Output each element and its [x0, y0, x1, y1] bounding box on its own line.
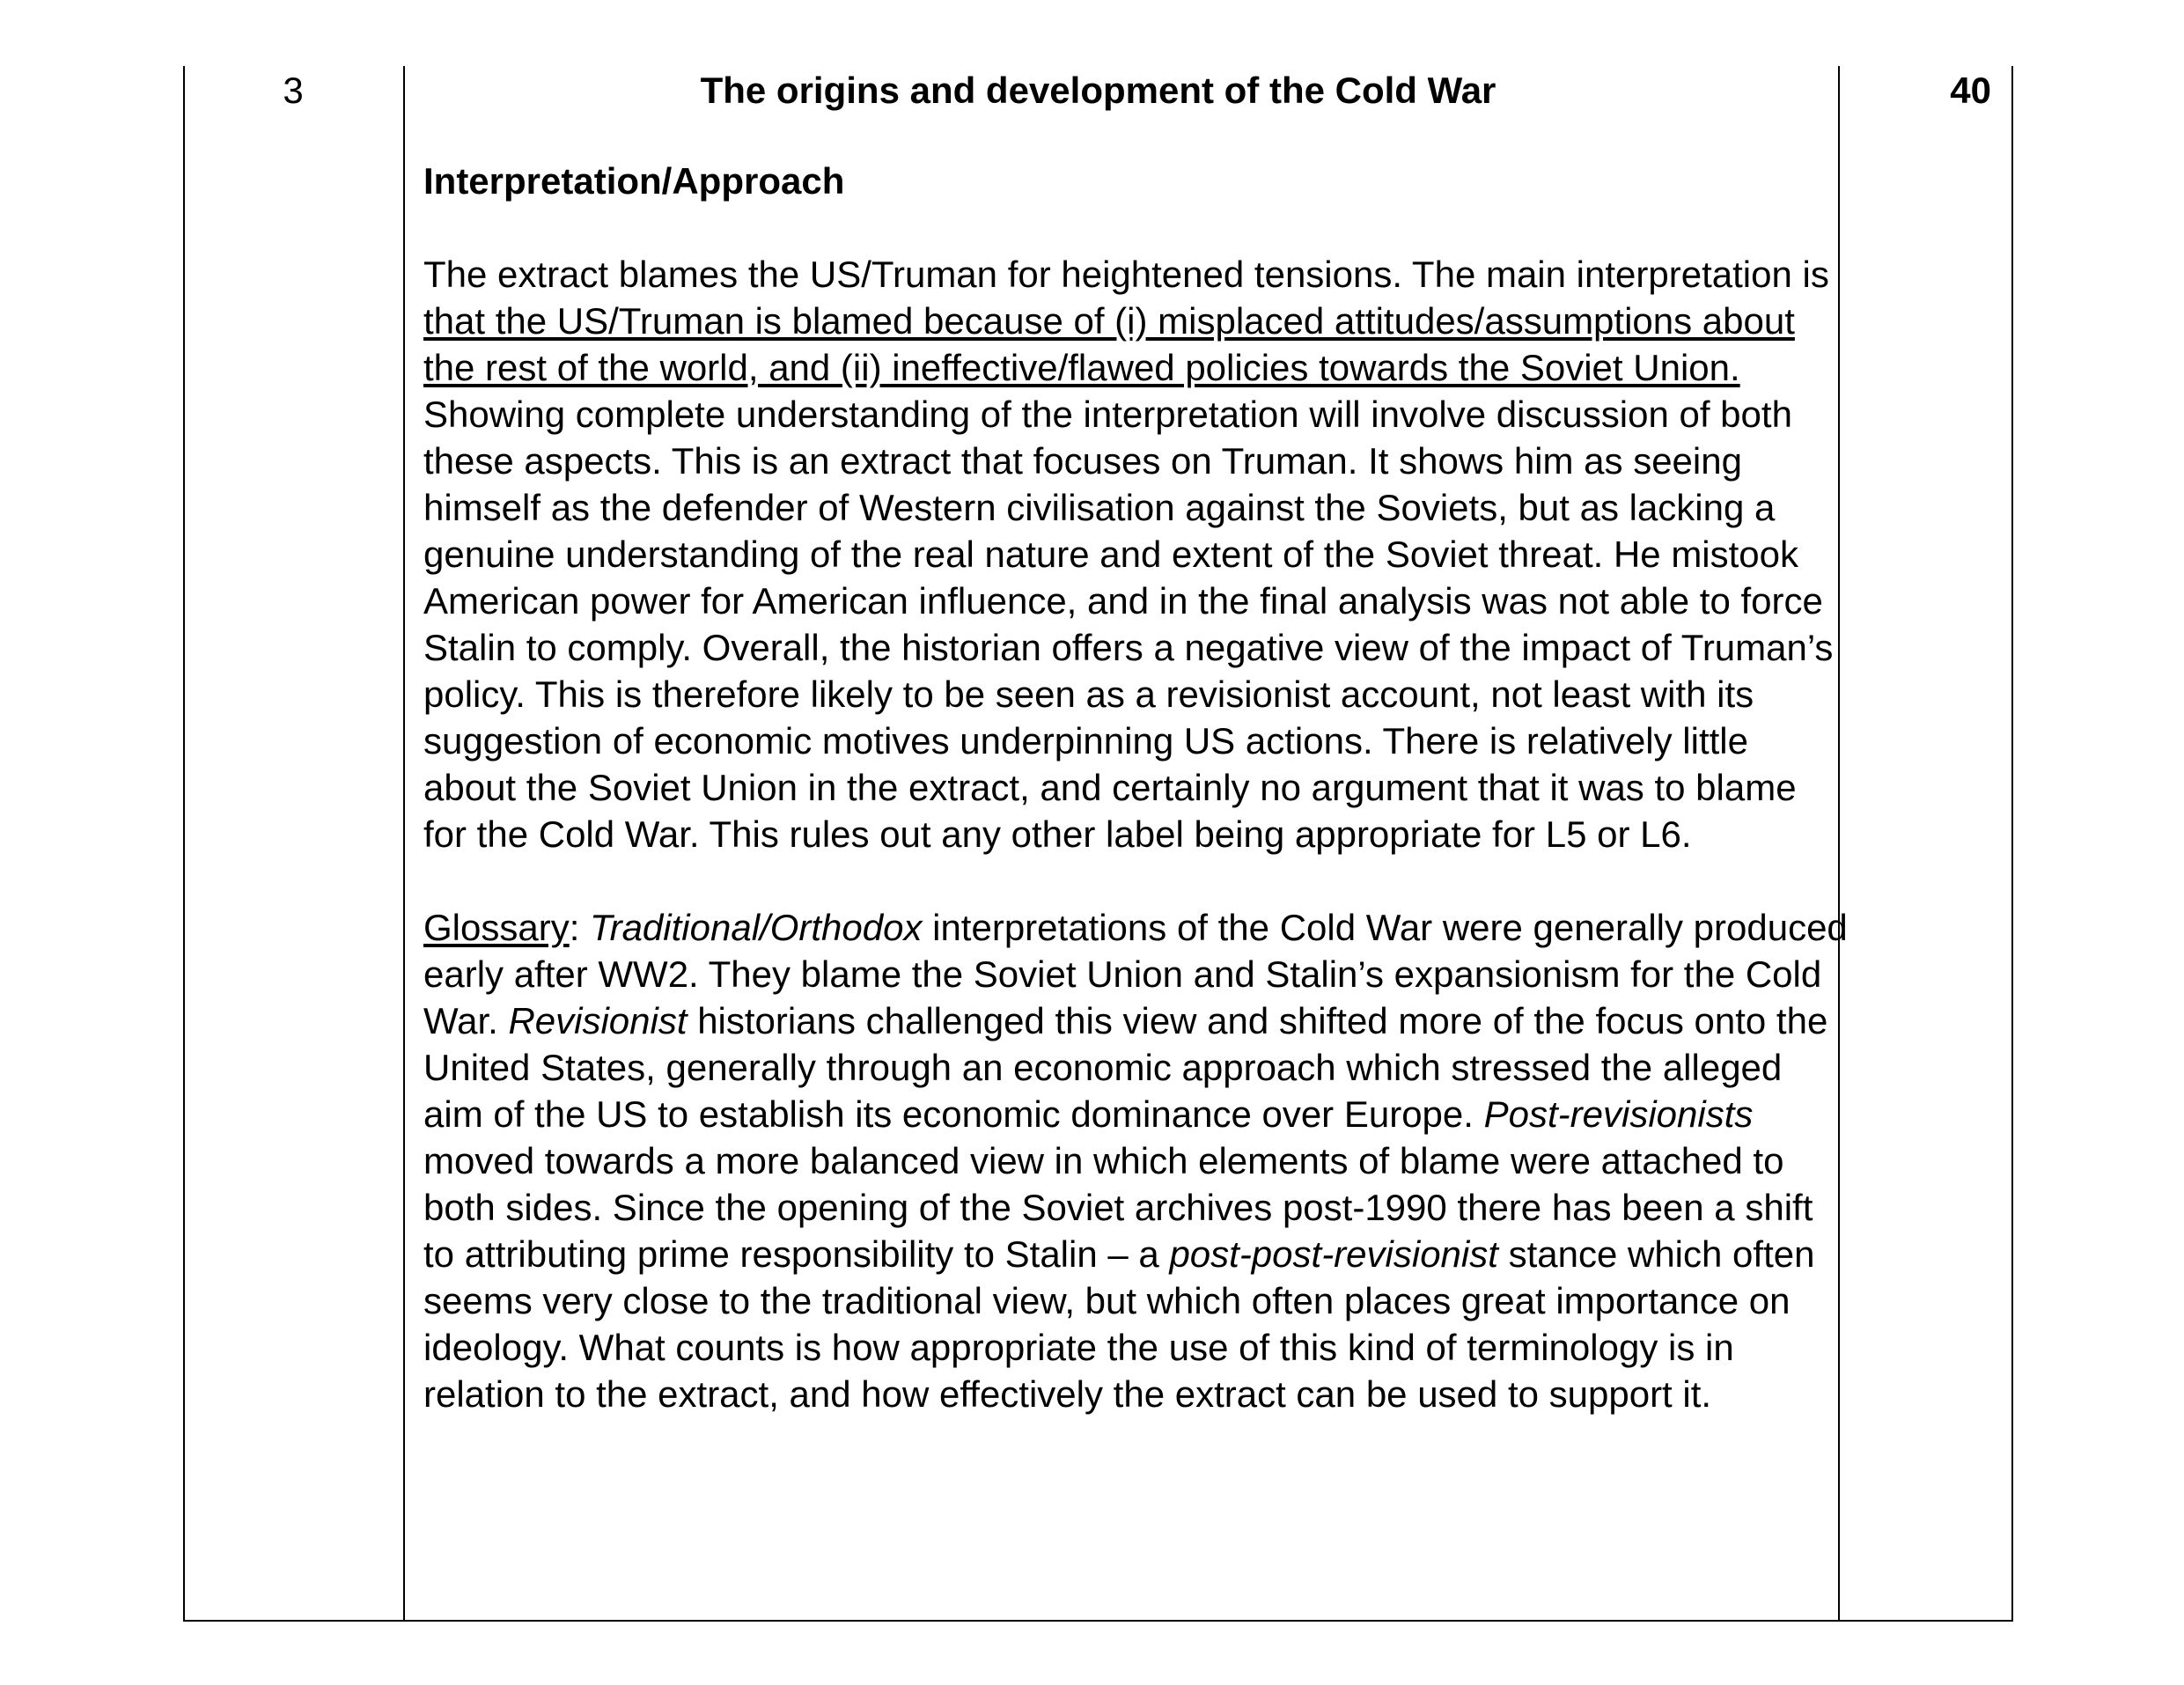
- term-post-post-revisionist: post-post-revisionist: [1169, 1233, 1498, 1275]
- term-post-revisionist: Post-revisionists: [1483, 1093, 1754, 1135]
- term-revisionist: Revisionist: [508, 1000, 688, 1041]
- sub-heading: Interpretation/Approach: [423, 160, 845, 202]
- marks-value: 40: [1950, 70, 1991, 111]
- glossary-text-4: stance which often seems very close to the traditional view, but which often places great importance on ideology. What counts is how appropriate the use of this kind of terminology is in relation to the extract, and how effectively the extract can be used to support it.: [423, 1233, 1815, 1415]
- interpretation-intro: The extract blames the US/Truman for heightened tensions. The main interpretation is: [423, 254, 1829, 295]
- table-divider-question: [403, 66, 405, 1622]
- section-title: The origins and development of the Cold War: [700, 70, 1496, 111]
- glossary-text-3: moved towards a more balanced view in which elements of blame were attached to both sides. Since the opening of the Soviet archives post-1990 there has been a shift to attributing prime responsibility to Stalin – a: [423, 1140, 1813, 1275]
- question-number: 3: [283, 70, 304, 111]
- interpretation-rest: Showing complete understanding of the interpretation will involve discussion of both these aspects. This is an extract that focuses on Truman. It shows him as seeing himself as the defender of Western civilisation against the Soviets, but as lacking a genuine understanding of the real nature and extent of the Soviet threat. He mistook American power for American influence, and in the final analysis was not able to force Stalin to comply. Overall, the historian offers a negative view of the impact of Truman’s policy. This is therefore likely to be seen as a revisionist account, not least with its suggestion of economic motives underpinning US actions. There is relatively little about the Soviet Union in the extract, and certainly no argument that it was to blame for the Cold War. This rules out any other label being appropriate for L5 or L6.: [423, 394, 1834, 855]
- table-border-bottom: [183, 1620, 2013, 1622]
- glossary-text-2: historians challenged this view and shifted more of the focus onto the United States, generally through an economic approach which stressed the alleged aim of the US to establish its economic dominance over Europe.: [423, 1000, 1828, 1135]
- table-border-left: [183, 66, 185, 1622]
- term-traditional: Traditional/Orthodox: [590, 907, 923, 948]
- glossary-paragraph: [423, 904, 1849, 1417]
- interpretation-key-point: that the US/Truman is blamed because of (i) misplaced attitudes/assumptions about the rest of the world, and (ii) ineffective/flawed policies towards the Soviet Union.: [423, 300, 1795, 388]
- interpretation-paragraph: [423, 251, 1849, 857]
- glossary-colon: :: [569, 907, 591, 948]
- section-title-row: [183, 66, 2013, 115]
- glossary-label: Glossary: [423, 907, 570, 948]
- answer-guidance: [423, 66, 1849, 1417]
- mark-scheme-table: [183, 66, 2013, 1622]
- table-border-right: [2011, 66, 2013, 1622]
- glossary-text-1: interpretations of the Cold War were generally produced early after WW2. They blame the Soviet Union and Stalin’s expansionism for the Cold War.: [423, 907, 1848, 1041]
